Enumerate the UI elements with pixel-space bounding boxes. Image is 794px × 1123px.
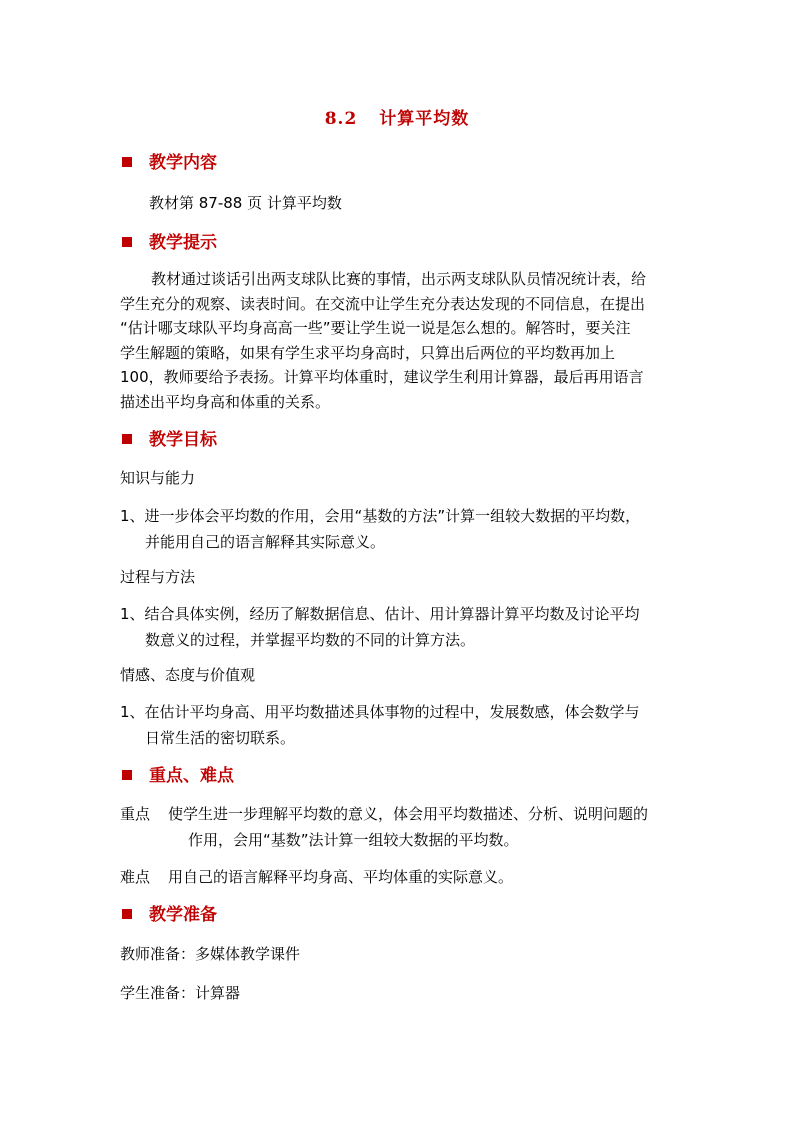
heading-text: 教学内容 [149,153,217,173]
key-point-text-continued: 作用，会用“基数”法计算一组较大数据的平均数。 [188,831,519,849]
heading-text: 教学准备 [149,905,217,925]
hints-paragraph [120,267,680,415]
goal-group-label: 过程与方法 [120,568,196,586]
goal-group-label: 情感、态度与价值观 [120,666,256,684]
square-bullet-icon [122,434,132,444]
heading-key-difficult-points [122,765,234,787]
goal-item [120,601,700,653]
student-prep: 学生准备：计算器 [120,984,241,1002]
heading-teaching-goals [122,429,217,451]
page-title [0,104,794,129]
square-bullet-icon [122,909,132,919]
goal-item-line: 1、结合具体实例，经历了解数据信息、估计、用计算器计算平均数及讨论平均 [120,605,640,623]
goal-item-line: 数意义的过程，并掌握平均数的不同的计算方法。 [145,631,476,649]
heading-teaching-hints [122,232,217,254]
goal-item-line: 并能用自己的语言解释其实际意义。 [145,533,386,551]
hints-line: “估计哪支球队平均身高高一些”要让学生说一说是怎么想的。解答时，要关注 [120,319,631,338]
hints-line: 学生充分的观察、读表时间。在交流中让学生充分表达发现的不同信息，在提出 [120,294,646,313]
square-bullet-icon [122,770,132,780]
heading-text: 重点、难点 [149,766,234,786]
heading-teaching-content [122,152,217,174]
square-bullet-icon [122,157,132,167]
teacher-prep: 教师准备：多媒体教学课件 [120,945,301,963]
goal-item-line: 1、在估计平均身高、用平均数描述具体事物的过程中，发展数感，体会数学与 [120,703,640,721]
hints-line: 描述出平均身高和体重的关系。 [120,392,331,411]
key-point [120,801,648,853]
heading-text: 教学目标 [149,430,217,450]
key-point-label: 重点 [120,805,151,823]
square-bullet-icon [122,237,132,247]
heading-teaching-prep [122,904,217,926]
heading-text: 教学提示 [149,233,217,253]
goal-item [120,503,700,555]
goal-group-label: 知识与能力 [120,469,196,487]
hints-line: 学生解题的策略，如果有学生求平均身高时，只算出后两位的平均数再加上 [120,343,616,362]
key-point-text: 使学生进一步理解平均数的意义，体会用平均数描述、分析、说明问题的 [168,805,649,823]
difficult-point [120,864,513,890]
difficult-point-text: 用自己的语言解释平均身高、平均体重的实际意义。 [168,868,514,886]
hints-line: 教材通过谈话引出两支球队比赛的事情，出示两支球队队员情况统计表，给 [151,270,647,288]
content-body: 教材第 87-88 页 计算平均数 [149,194,342,212]
hints-line: 100，教师要给予表扬。计算平均体重时，建议学生利用计算器，最后再用语言 [120,368,644,387]
title-text: 计算平均数 [379,109,470,129]
goal-item [120,699,700,751]
goal-item-line: 1、进一步体会平均数的作用，会用“基数的方法”计算一组较大数据的平均数， [120,507,641,525]
goal-item-line: 日常生活的密切联系。 [145,729,296,747]
section-number: 8.2 [324,109,358,129]
difficult-point-label: 难点 [120,868,151,886]
